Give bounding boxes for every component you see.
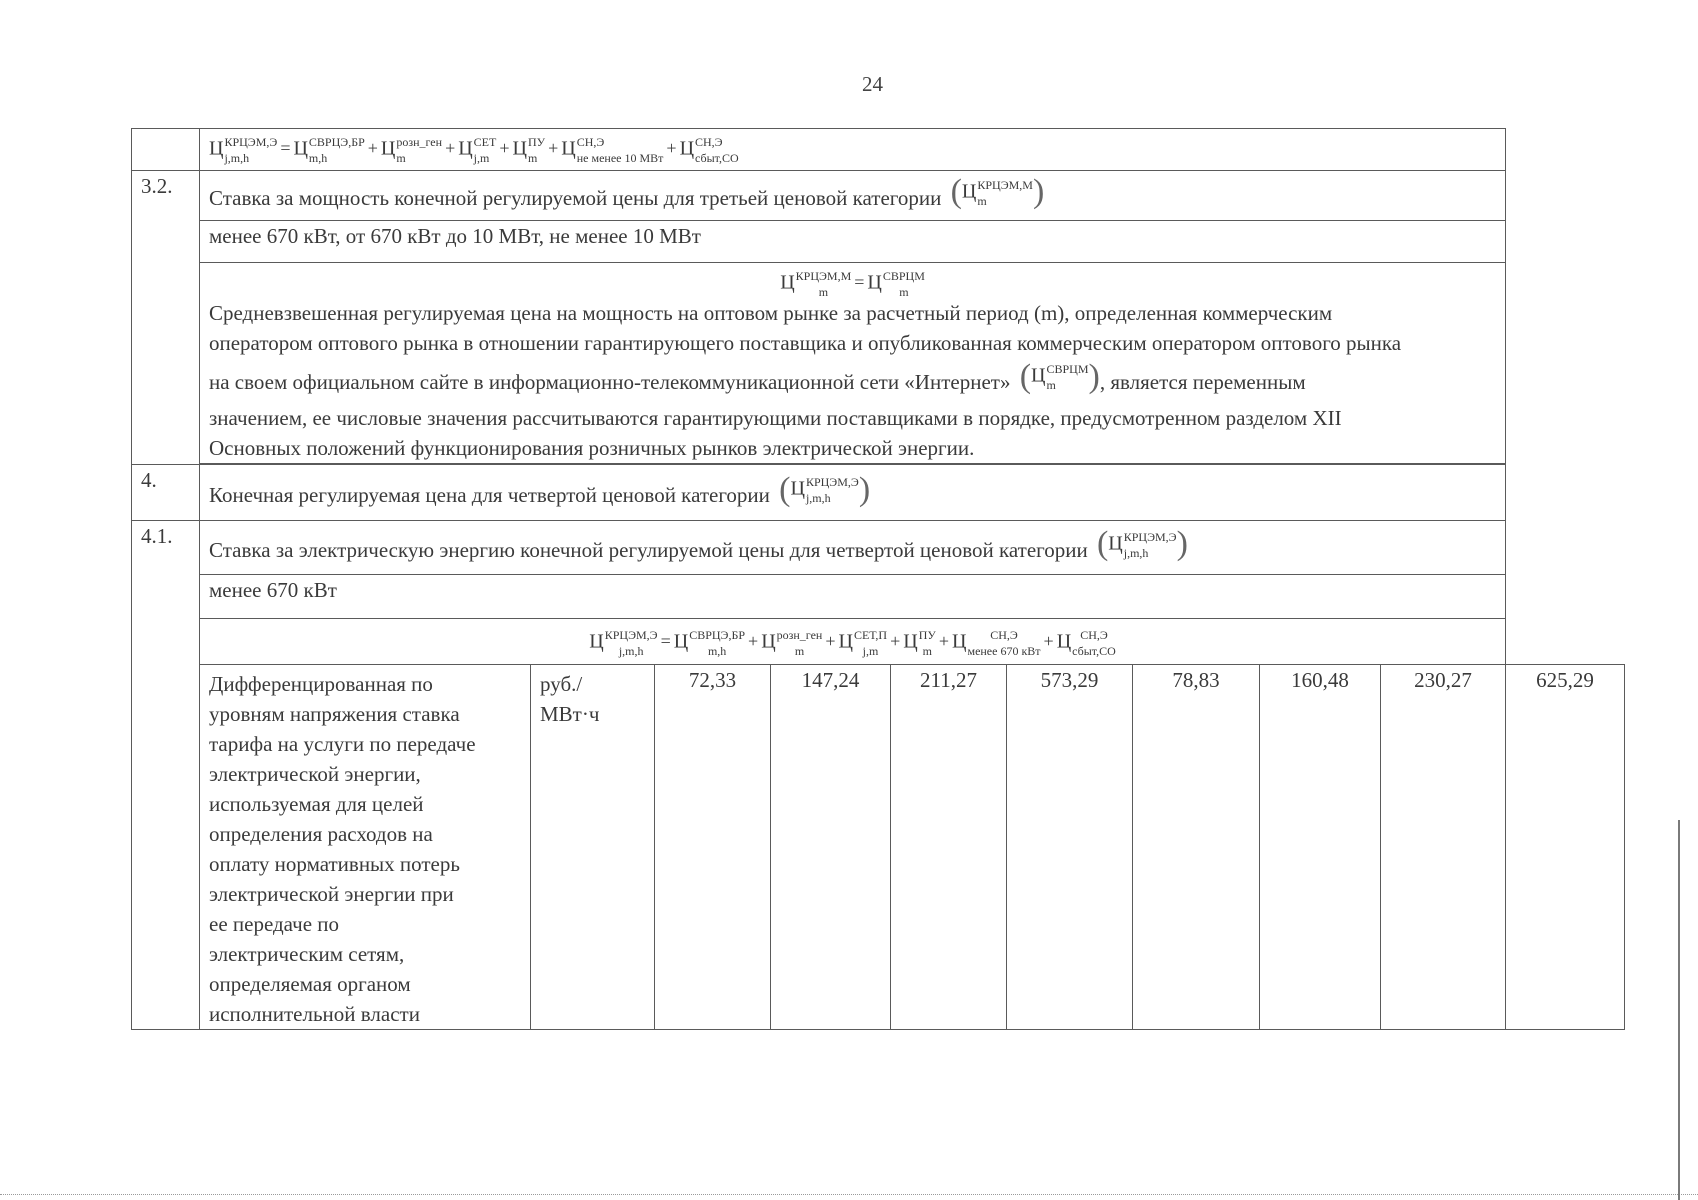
formula-subscript: сбыт,СО (695, 150, 739, 165)
formula-term (903, 629, 936, 657)
formula-term (589, 629, 657, 657)
row-3-2-text-line5: Основных положений функционирования розничных рынков электрической энергии. (209, 435, 975, 460)
value-cell: 625,29 (1506, 664, 1625, 1029)
formula-subscript: j,m,h (224, 150, 250, 165)
formula-operator: + (666, 138, 677, 158)
formula-term (293, 136, 364, 164)
formula-superscript: розн_ген (776, 627, 823, 642)
formula-superscript: СН,Э (695, 134, 723, 149)
value-cell: 160,48 (1260, 664, 1381, 1029)
tariff-table (131, 128, 1625, 1030)
formula-superscript: СВРЦЭ,БР (689, 627, 746, 642)
formula-superscript: СН,Э (990, 627, 1018, 642)
row-4-title: 4. Конечная регулируемая цена для четвертой ценовой категории (Ц КРЦЭМ,Э j,m,h ) (132, 464, 1625, 520)
value-cell: 211,27 (891, 664, 1007, 1029)
description-line: исполнительной власти (209, 1001, 420, 1026)
row-4-title-text: Конечная регулируемая цена для четвертой ценовой категории (209, 482, 770, 507)
value-cell: 230,27 (1381, 664, 1506, 1029)
formula-subscript: m,h (707, 643, 727, 658)
scan-right-edge (1678, 820, 1680, 1200)
formula-operator: + (548, 138, 559, 158)
formula-superscript: КРЦЭМ,Э (1123, 529, 1177, 544)
num-cell-empty (132, 129, 200, 171)
formula-symbol: Ц (1108, 532, 1123, 555)
row-number: 4.1. (132, 520, 200, 1029)
formula-operator: + (445, 138, 456, 158)
formula-operator: = (854, 272, 865, 292)
formula-term (513, 136, 546, 164)
formula-superscript: ПУ (527, 134, 546, 149)
row-3-2-inline-symbol (1031, 362, 1089, 393)
row-4-1-title-symbol (1108, 529, 1177, 560)
formula-superscript: ПУ (918, 627, 936, 642)
row-4-1-title: 4.1. Ставка за электрическую энергию конечной регулируемой цены для четвертой ценовой категории (Ц КРЦЭМ,Э j,m,h ) (132, 520, 1625, 574)
formula-subscript: менее 670 кВт (967, 643, 1041, 658)
formula-symbol: Ц (952, 629, 967, 652)
formula-subscript: j,m,h (1123, 545, 1149, 560)
formula-superscript: КРЦЭМ,М (795, 268, 852, 283)
formula-superscript: КРЦЭМ,Э (604, 627, 658, 642)
formula-symbol: Ц (780, 271, 795, 293)
description-line: тарифа на услуги по передаче (209, 731, 476, 756)
formula-term (962, 179, 1033, 207)
description-line: ее передаче по (209, 911, 340, 936)
formula-term (867, 270, 924, 298)
formula-subscript: j,m (473, 150, 490, 165)
formula-superscript: СВРЦМ (882, 268, 925, 283)
formula-term (1057, 629, 1116, 657)
formula-symbol: Ц (589, 629, 604, 652)
description-cell (200, 664, 531, 1029)
formula-term (381, 136, 442, 164)
value-cell: 72,33 (655, 664, 771, 1029)
formula-symbol: Ц (679, 137, 695, 159)
formula-operator: + (748, 630, 759, 651)
formula-superscript: СЕТ (473, 134, 497, 149)
formula-subscript: m (1046, 378, 1056, 393)
description-lines (209, 669, 521, 1029)
description-line: уровням напряжения ставка (209, 701, 460, 726)
formula-symbol: Ц (673, 629, 689, 652)
formula-symbol: Ц (761, 629, 776, 652)
formula-superscript: СЕТ,П (853, 627, 888, 642)
value-cell: 147,24 (771, 664, 891, 1029)
value-cell: 573,29 (1007, 664, 1133, 1029)
formula-term (780, 270, 851, 298)
row-3-2-text-line4: значением, ее числовые значения рассчитываются гарантирующими поставщиками в порядке, предусмотренном разделом XII (209, 405, 1342, 430)
formula-superscript: СН,Э (1080, 627, 1108, 642)
formula-subscript: не менее 10 МВт (576, 150, 664, 165)
row-4-1-formula-expr (589, 627, 1116, 658)
row-3-2-body: Ц КРЦЭМ,М m = Ц СВРЦМ m Средневзвешенная регулируемая цена на мощность на оптовом рынке за расчетный период (m), определенная коммерческим оператором оптового рынка в отношении гарантирующего поставщика и опубликованная коммерческим оператором оптового рынка на своем официальном сайте в информационно-телекоммуникационной сети «Интернет» (Ц СВРЦМ m ), является переменным значением, ее числовые значения рассчитываются гарантирующими поставщиками в порядке, предусмотренном разделом XII Основных положений функционирования розничных рынков электрической энергии. (132, 263, 1625, 464)
description-line: оплату нормативных потерь (209, 851, 460, 876)
formula-superscript: розн_ген (396, 134, 443, 149)
formula-symbol: Ц (512, 137, 527, 159)
formula-superscript: КРЦЭМ,М (977, 178, 1033, 192)
formula-operator: + (1043, 630, 1054, 651)
formula-operator: = (280, 138, 291, 158)
formula-superscript: КРЦЭМ,Э (224, 134, 278, 149)
row-4-1-subtitle (132, 574, 1625, 618)
formula-term (1108, 531, 1176, 559)
value-cell: 78,83 (1133, 664, 1260, 1029)
formula-operator: + (367, 138, 378, 158)
formula-subscript: j,m,h (805, 491, 831, 506)
row-4-1-subtitle-text: менее 670 кВт (209, 577, 337, 602)
formula-symbol: Ц (903, 629, 918, 652)
formula-term (674, 629, 745, 657)
row-3-2-title-text: Ставка за мощность конечной регулируемой цены для третьей ценовой категории (209, 186, 942, 210)
formula-operator: + (890, 630, 901, 651)
formula-subscript: m (396, 150, 406, 165)
row-3-2-formula (780, 268, 925, 299)
formula-term (561, 136, 663, 164)
formula-subscript: сбыт,СО (1072, 643, 1116, 658)
formula-term (791, 476, 859, 504)
formula-symbol: Ц (961, 180, 977, 203)
formula-subscript: m,h (308, 150, 328, 165)
formula-superscript: СВРЦЭ,БР (308, 134, 365, 149)
formula-symbol: Ц (790, 477, 805, 500)
formula-term (838, 629, 887, 657)
formula-symbol: Ц (867, 271, 882, 293)
formula-term (761, 629, 822, 657)
formula-symbol: Ц (838, 629, 853, 652)
formula-operator: + (499, 138, 510, 158)
formula-symbol: Ц (561, 137, 576, 159)
row-number: 4. (132, 464, 200, 520)
page-number: 24 (862, 72, 883, 96)
description-line: электрическим сетям, (209, 941, 405, 966)
formula-term (952, 629, 1041, 657)
row-4-title-symbol (790, 475, 859, 506)
formula-superscript: СВРЦМ (1046, 362, 1089, 377)
formula-subscript: m (527, 150, 538, 165)
description-line: определения расходов на (209, 821, 433, 846)
row-4-1-data (132, 664, 1625, 1029)
row-3-2-subtitle-text: менее 670 кВт, от 670 кВт до 10 МВт, не менее 10 МВт (209, 224, 701, 248)
formula-symbol: Ц (1031, 364, 1046, 387)
formula-subscript: m (977, 194, 987, 208)
formula-superscript: КРЦЭМ,Э (805, 475, 859, 490)
description-line: определяемая органом (209, 971, 411, 996)
description-line: используемая для целей (209, 791, 424, 816)
formula-top (209, 134, 739, 165)
formula-symbol: Ц (293, 137, 308, 159)
row-4-1-formula (132, 618, 1625, 664)
formula-superscript: СН,Э (576, 134, 605, 149)
formula-subscript: j,m,h (618, 643, 644, 658)
formula-subscript: j,m (862, 643, 879, 658)
formula-operator: = (660, 630, 671, 651)
description-line: Дифференцированная по (209, 671, 433, 696)
formula-operator: + (825, 630, 836, 651)
formula-term (1031, 363, 1088, 391)
formula-symbol: Ц (209, 137, 224, 159)
formula-subscript: m (818, 284, 829, 299)
formula-subscript: m (794, 643, 805, 658)
description-line: электрической энергии при (209, 881, 454, 906)
formula-symbol: Ц (458, 137, 473, 159)
row-number: 3.2. (132, 171, 200, 465)
row-3-2-text-line1: Средневзвешенная регулируемая цена на мощность на оптовом рынке за расчетный период (m), определенная коммерческим (209, 300, 1333, 325)
row-4-1-title-text: Ставка за электрическую энергию конечной регулируемой цены для четвертой ценовой категории (209, 537, 1088, 562)
row-3-2-title-symbol (961, 178, 1033, 208)
formula-subscript: m (922, 643, 932, 658)
formula-term (209, 136, 277, 164)
formula-subscript: m (899, 284, 909, 299)
description-line: электрической энергии, (209, 761, 421, 786)
unit-line2: МВт·ч (540, 701, 600, 726)
scan-bottom-edge (0, 1194, 1698, 1197)
unit-cell (531, 664, 655, 1029)
formula-operator: + (938, 630, 950, 651)
unit-line1: руб./ (540, 671, 583, 696)
row-3-2-text-line3b: , является переменным (1099, 369, 1306, 394)
row-3-2-subtitle (132, 221, 1625, 263)
row-3-2-title: 3.2. Ставка за мощность конечной регулируемой цены для третьей ценовой категории (Ц КРЦЭМ,М m ) (132, 171, 1625, 221)
formula-symbol: Ц (1056, 629, 1072, 652)
row-3-2-text-line3a: на своем официальном сайте в информационно-телекоммуникационной сети «Интернет» (209, 369, 1011, 394)
formula-term (680, 136, 739, 164)
formula-symbol: Ц (380, 137, 396, 159)
formula-row-top (132, 129, 1625, 171)
row-3-2-text-line2: оператором оптового рынка в отношении гарантирующего поставщика и опубликованная коммерческим оператором оптового рынка (209, 330, 1402, 355)
formula-term (458, 136, 496, 164)
